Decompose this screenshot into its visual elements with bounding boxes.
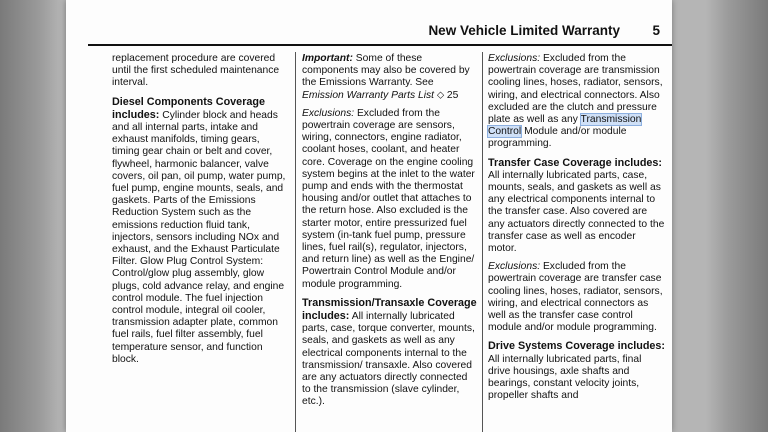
page-title: New Vehicle Limited Warranty [428,23,620,38]
transmission-coverage-heading: Transmission/Transaxle Coverage includes: [302,296,477,323]
diesel-coverage-heading: Diesel Components Coverage includes: [112,95,265,121]
paragraph-replacement: replacement procedure are covered until the first scheduled maintenance interval. [112,53,280,89]
text-columns [0,53,768,432]
page-header [88,20,672,46]
paragraph-exclusions-transfer-case: Exclusions: Excluded from the powertrain coverage are transfer case cooling lines, hoses, radiator, sensors, wiring, and electrical connectors as well as the transfer case control module and/or module programming. [488,261,663,334]
exclusions-label: Exclusions: [488,53,541,64]
exclusions-label: Exclusions: [302,107,355,119]
column-1 [112,53,289,372]
diesel-coverage-body: Cylinder block and heads and all internal parts, intake and exhaust manifolds, timing gears, timing gear chain or belt and cover, flywheel, harmonic balancer, valve covers, oil pan, oil pump, water pump, fuel pump, engine mounts, seals, and gaskets. Parts of the Emissions Reduction System such as the emissions reduction fluid tank, injectors, sensors including NOx and exhaust, and the Exhaust Particulate Filter. Glow Plug Control System: Control/glow plug assembly, glow plugs, cold advance relay, and engine control module. The fuel injection control module, integral oil cooler, transmission adapter plate, common fuel rails, fuel filter assembly, fuel temperature sensor, and function block. [112,109,286,365]
drive-systems-heading: Drive Systems Coverage includes: [488,340,666,353]
exclusions-label: Exclusions: [488,261,541,273]
column-2 [302,53,478,415]
transfer-case-heading: Transfer Case Coverage includes: [488,156,663,169]
paragraph-transmission-coverage: Transmission/Transaxle Coverage includes: All internally lubricated parts, case, torque converter, mounts, seals, and gaskets as well as any electrical components internal to the transmission/ transaxle. Also covered are any actuators directly connected to the transmission (slave cylinder, etc.). [302,296,477,408]
paragraph-transfer-case-coverage: Transfer Case Coverage includes: All internally lubricated parts, case, mounts, seals, and gaskets as well as any electrical components internal to the transfer case. Also covered are any actuators directly connected to the transfer case as well as encoder motor. [488,156,665,255]
paragraph-important: Important: Some of these components may also be covered by the Emissions Warranty. See Emission Warranty Parts List ⬦ 25 [302,53,470,101]
highlighted-text[interactable]: Transmission Control [488,114,642,138]
paragraph-drive-systems-coverage: Drive Systems Coverage includes: All internally lubricated parts, final drive housings, axle shafts and bearings, constant velocity joints, propeller shafts and [488,340,666,402]
emission-parts-link[interactable]: Emission Warranty Parts List [302,89,434,101]
page-reference: ⬦ 25 [434,89,459,101]
paragraph-exclusions-engine: Exclusions: Excluded from the powertrain coverage are sensors, wiring, connectors, engine radiator, coolant hoses, coolant, and heater core. Coverage on the engine cooling system begins at the inlet to the water pump and ends with the thermostat housing and/or outlet that attaches to the return hose. Also excluded is the starter motor, entire pressurized fuel system (in-tank fuel pump, pressure lines, fuel rail(s), regulator, injectors, and return line) as well as the Engine/ Powertrain Control Module and/or module programming. [302,107,475,290]
important-label: Important: [302,53,353,64]
paragraph-exclusions-transmission: Exclusions: Excluded from the powertrain coverage are transmission cooling lines, hoses, radiator, sensors, wiring, and electrical connectors. Also excluded are the clutch and pressure plate as well as any Transmission Control Module and/or module programming. [488,53,663,150]
paragraph-diesel-coverage [112,96,289,366]
page-number: 5 [652,23,660,38]
column-3 [488,53,666,408]
